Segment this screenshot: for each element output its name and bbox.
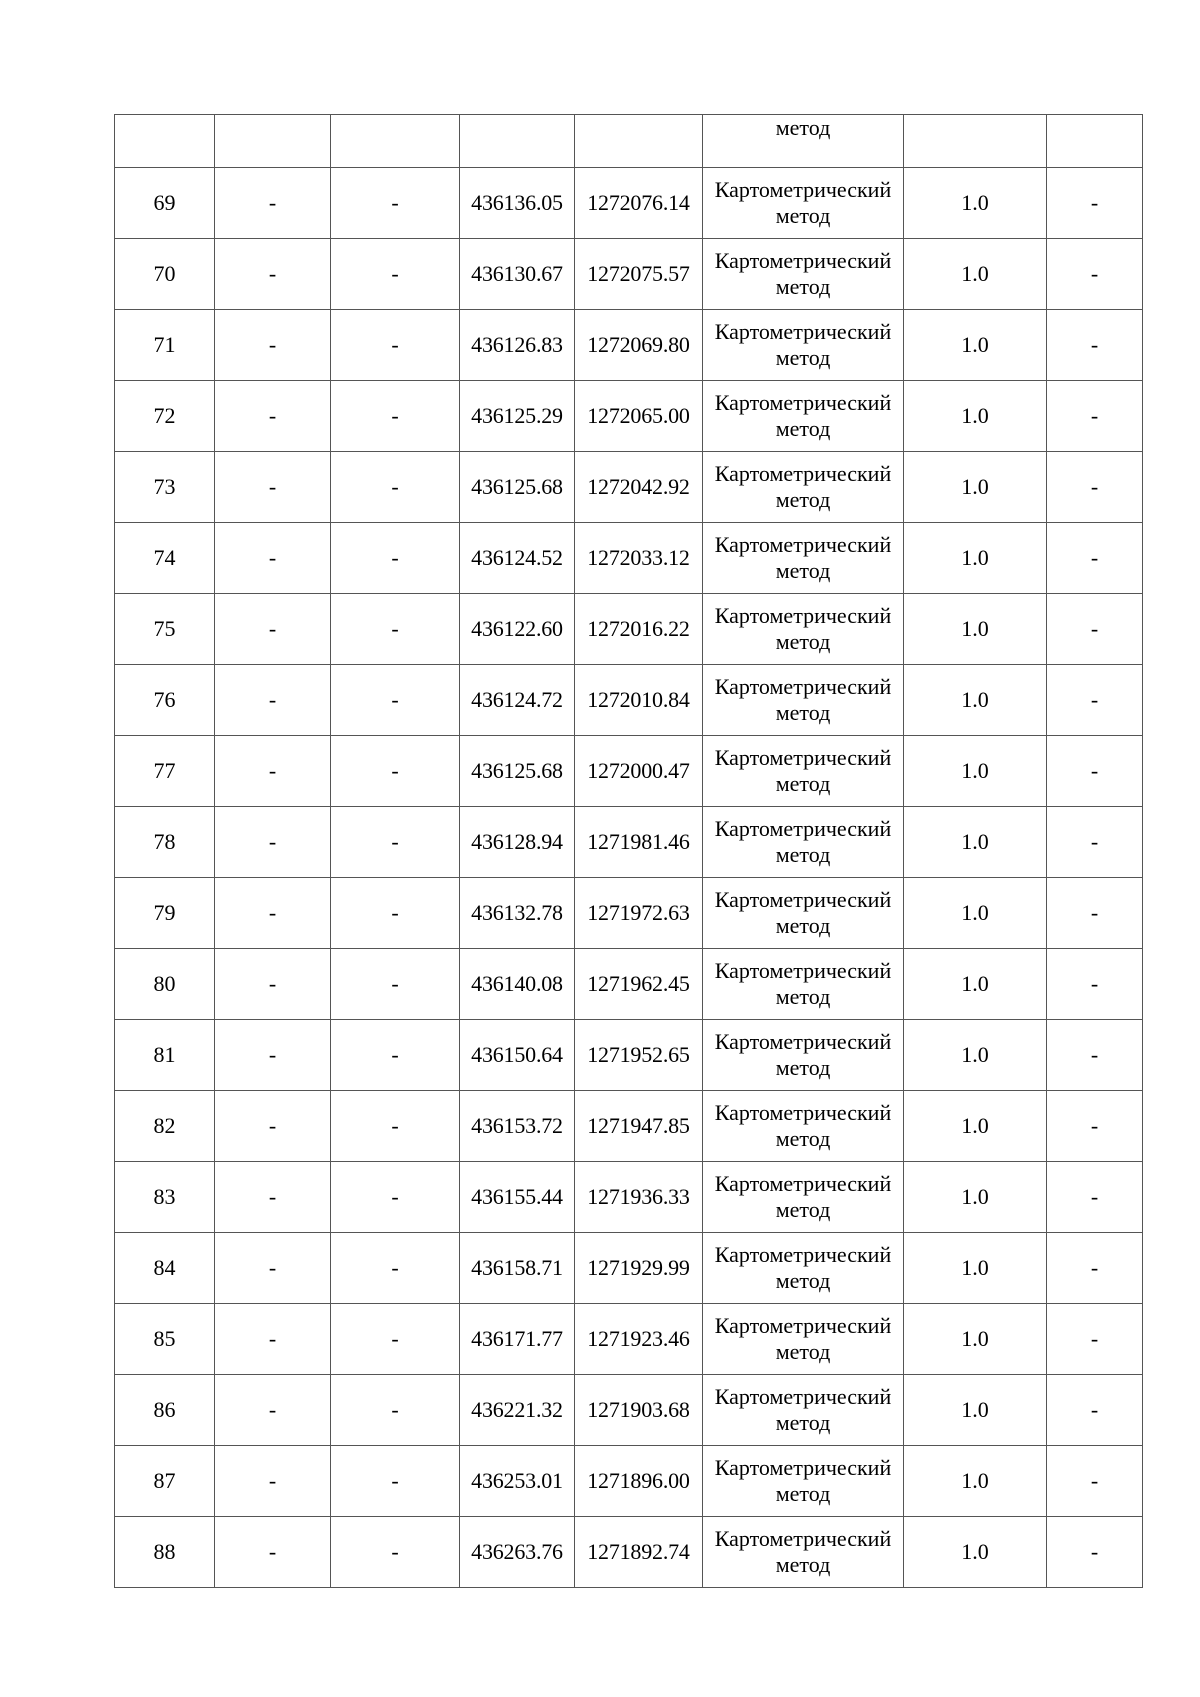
cell-method [703,523,904,594]
cell-method [703,1233,904,1304]
method-line-1: Картометрический [714,532,892,557]
cell-x: 436125.29 [460,381,575,452]
table-row [115,1446,1143,1517]
cell-y [575,115,703,168]
cell-x: 436150.64 [460,1020,575,1091]
method-line-2: метод [775,1268,831,1293]
cell-col2: - [215,1020,331,1091]
table-row [115,594,1143,665]
cell-col8: - [1047,594,1143,665]
cell-accuracy: 1.0 [904,1375,1047,1446]
cell-point: 85 [115,1304,215,1375]
cell-accuracy: 1.0 [904,878,1047,949]
method-line-2: метод [775,1339,831,1364]
cell-accuracy [904,115,1047,168]
method-line-1: Картометрический [714,1384,892,1409]
cell-x: 436263.76 [460,1517,575,1588]
cell-y: 1272000.47 [575,736,703,807]
cell-col8: - [1047,1233,1143,1304]
method-line-2: метод [775,1055,831,1080]
cell-col2: - [215,1446,331,1517]
cell-col3: - [331,168,460,239]
cell-col2: - [215,168,331,239]
cell-method [703,1375,904,1446]
cell-col3: - [331,949,460,1020]
method-line-2: метод [775,558,831,583]
method-line-1: Картометрический [714,816,892,841]
cell-col2: - [215,1091,331,1162]
cell-x: 436253.01 [460,1446,575,1517]
cell-col8: - [1047,1162,1143,1233]
cell-x: 436221.32 [460,1375,575,1446]
cell-method [703,1446,904,1517]
cell-method [703,239,904,310]
cell-accuracy: 1.0 [904,168,1047,239]
cell-x: 436136.05 [460,168,575,239]
cell-accuracy: 1.0 [904,1446,1047,1517]
cell-col2: - [215,523,331,594]
cell-point: 73 [115,452,215,523]
method-line-2: метод [775,1552,831,1577]
cell-method [703,168,904,239]
cell-method [703,736,904,807]
cell-x: 436132.78 [460,878,575,949]
cell-y: 1272016.22 [575,594,703,665]
cell-x: 436171.77 [460,1304,575,1375]
cell-x: 436126.83 [460,310,575,381]
cell-col3: - [331,452,460,523]
cell-point: 76 [115,665,215,736]
cell-col8: - [1047,1375,1143,1446]
cell-method [703,665,904,736]
cell-col3: - [331,1517,460,1588]
cell-accuracy: 1.0 [904,1020,1047,1091]
cell-col2 [215,115,331,168]
cell-col3: - [331,523,460,594]
cell-accuracy: 1.0 [904,807,1047,878]
cell-point [115,115,215,168]
method-line-2: метод [775,345,831,370]
cell-x: 436125.68 [460,736,575,807]
cell-col3: - [331,1375,460,1446]
method-line-2: метод [775,700,831,725]
cell-x [460,115,575,168]
cell-x: 436153.72 [460,1091,575,1162]
cell-accuracy: 1.0 [904,1517,1047,1588]
cell-method [703,452,904,523]
cell-point: 81 [115,1020,215,1091]
cell-method [703,1517,904,1588]
cell-y: 1271981.46 [575,807,703,878]
cell-y: 1271936.33 [575,1162,703,1233]
cell-col2: - [215,594,331,665]
cell-y: 1271896.00 [575,1446,703,1517]
cell-accuracy: 1.0 [904,381,1047,452]
coordinates-table [114,114,1143,1588]
cell-col3: - [331,807,460,878]
table-row [115,452,1143,523]
table-row [115,1517,1143,1588]
cell-y: 1271952.65 [575,1020,703,1091]
continuation-row [115,115,1143,168]
table-row [115,239,1143,310]
cell-col8: - [1047,1517,1143,1588]
table-row [115,1304,1143,1375]
cell-method [703,1020,904,1091]
cell-y: 1272076.14 [575,168,703,239]
cell-col8 [1047,115,1143,168]
cell-y: 1272033.12 [575,523,703,594]
cell-method [703,381,904,452]
method-line-1: Картометрический [714,745,892,770]
method-line-1: Картометрический [714,1100,892,1125]
method-line-2: метод [775,1410,831,1435]
cell-method: метод [703,115,904,168]
cell-col2: - [215,452,331,523]
cell-point: 74 [115,523,215,594]
table-row [115,1375,1143,1446]
method-line-2: метод [775,487,831,512]
cell-col3: - [331,310,460,381]
cell-col8: - [1047,665,1143,736]
cell-col3: - [331,1446,460,1517]
cell-x: 436158.71 [460,1233,575,1304]
table-row [115,523,1143,594]
method-line-1: Картометрический [714,958,892,983]
cell-x: 436124.72 [460,665,575,736]
cell-accuracy: 1.0 [904,949,1047,1020]
method-line-2: метод [775,771,831,796]
cell-x: 436155.44 [460,1162,575,1233]
cell-col8: - [1047,807,1143,878]
cell-point: 75 [115,594,215,665]
method-line-2: метод [775,842,831,867]
cell-point: 87 [115,1446,215,1517]
cell-point: 72 [115,381,215,452]
method-line-1: Картометрический [714,390,892,415]
cell-point: 84 [115,1233,215,1304]
method-line-1: Картометрический [714,1029,892,1054]
table-row [115,1233,1143,1304]
cell-y: 1271962.45 [575,949,703,1020]
cell-col3: - [331,239,460,310]
method-line-1: Картометрический [714,177,892,202]
cell-point: 88 [115,1517,215,1588]
cell-x: 436130.67 [460,239,575,310]
cell-col8: - [1047,1304,1143,1375]
cell-col3: - [331,878,460,949]
cell-col8: - [1047,1446,1143,1517]
cell-col2: - [215,736,331,807]
table-row [115,1091,1143,1162]
cell-col8: - [1047,949,1143,1020]
cell-col3: - [331,1304,460,1375]
method-line-1: Картометрический [714,319,892,344]
cell-point: 82 [115,1091,215,1162]
table-row [115,807,1143,878]
table-row [115,736,1143,807]
method-line-1: Картометрический [714,248,892,273]
cell-x: 436122.60 [460,594,575,665]
method-line-2: метод [775,984,831,1009]
cell-method [703,878,904,949]
cell-col3: - [331,594,460,665]
cell-col2: - [215,1375,331,1446]
cell-col2: - [215,878,331,949]
method-line-2: метод [775,203,831,228]
cell-accuracy: 1.0 [904,736,1047,807]
cell-col8: - [1047,878,1143,949]
table-row [115,1020,1143,1091]
cell-col8: - [1047,239,1143,310]
cell-col2: - [215,1233,331,1304]
cell-accuracy: 1.0 [904,1162,1047,1233]
cell-method [703,1091,904,1162]
cell-point: 80 [115,949,215,1020]
cell-col8: - [1047,1020,1143,1091]
cell-y: 1272065.00 [575,381,703,452]
cell-method [703,594,904,665]
method-line-1: Картометрический [714,674,892,699]
method-line-2: метод [775,629,831,654]
cell-col3 [331,115,460,168]
table-row [115,878,1143,949]
cell-y: 1271903.68 [575,1375,703,1446]
cell-x: 436140.08 [460,949,575,1020]
cell-point: 69 [115,168,215,239]
table-body [115,115,1143,1588]
method-line-1: Картометрический [714,1313,892,1338]
cell-col3: - [331,1091,460,1162]
cell-point: 71 [115,310,215,381]
cell-method [703,949,904,1020]
cell-method [703,310,904,381]
cell-accuracy: 1.0 [904,1304,1047,1375]
table-row [115,310,1143,381]
cell-col3: - [331,665,460,736]
cell-accuracy: 1.0 [904,239,1047,310]
cell-col3: - [331,736,460,807]
cell-col3: - [331,1162,460,1233]
method-line-1: Картометрический [714,461,892,486]
cell-y: 1271972.63 [575,878,703,949]
cell-col2: - [215,1304,331,1375]
cell-accuracy: 1.0 [904,1091,1047,1162]
method-line-1: Картометрический [714,1455,892,1480]
cell-col2: - [215,310,331,381]
cell-col2: - [215,1517,331,1588]
cell-y: 1271923.46 [575,1304,703,1375]
cell-accuracy: 1.0 [904,310,1047,381]
cell-point: 77 [115,736,215,807]
method-line-2: метод [775,1126,831,1151]
cell-col2: - [215,665,331,736]
cell-y: 1271929.99 [575,1233,703,1304]
cell-x: 436128.94 [460,807,575,878]
cell-y: 1272075.57 [575,239,703,310]
cell-accuracy: 1.0 [904,452,1047,523]
table-row [115,665,1143,736]
cell-col2: - [215,1162,331,1233]
table-row [115,949,1143,1020]
cell-y: 1272042.92 [575,452,703,523]
cell-col2: - [215,807,331,878]
cell-col3: - [331,381,460,452]
cell-col8: - [1047,452,1143,523]
cell-col2: - [215,239,331,310]
cell-col3: - [331,1020,460,1091]
table-row [115,168,1143,239]
method-line-2: метод [775,913,831,938]
cell-y: 1272069.80 [575,310,703,381]
cell-method [703,1162,904,1233]
cell-accuracy: 1.0 [904,594,1047,665]
cell-col8: - [1047,310,1143,381]
cell-col8: - [1047,1091,1143,1162]
cell-point: 79 [115,878,215,949]
method-line-1: Картометрический [714,603,892,628]
cell-point: 83 [115,1162,215,1233]
method-line-1: Картометрический [714,1242,892,1267]
cell-accuracy: 1.0 [904,523,1047,594]
cell-y: 1271892.74 [575,1517,703,1588]
cell-col8: - [1047,523,1143,594]
table-row [115,381,1143,452]
method-line-1: Картометрический [714,1171,892,1196]
cell-method [703,1304,904,1375]
method-line-1: Картометрический [714,887,892,912]
cell-col2: - [215,949,331,1020]
cell-col8: - [1047,736,1143,807]
method-line-1: Картометрический [714,1526,892,1551]
cell-point: 86 [115,1375,215,1446]
cell-col3: - [331,1233,460,1304]
cell-col8: - [1047,381,1143,452]
cell-point: 70 [115,239,215,310]
cell-accuracy: 1.0 [904,665,1047,736]
cell-y: 1271947.85 [575,1091,703,1162]
cell-col2: - [215,381,331,452]
cell-y: 1272010.84 [575,665,703,736]
cell-accuracy: 1.0 [904,1233,1047,1304]
cell-x: 436124.52 [460,523,575,594]
method-line-2: метод [775,274,831,299]
table-row [115,1162,1143,1233]
cell-method [703,807,904,878]
method-line-2: метод [775,1481,831,1506]
method-line-2: метод [775,416,831,441]
method-line-2: метод [775,1197,831,1222]
cell-x: 436125.68 [460,452,575,523]
cell-point: 78 [115,807,215,878]
cell-col8: - [1047,168,1143,239]
